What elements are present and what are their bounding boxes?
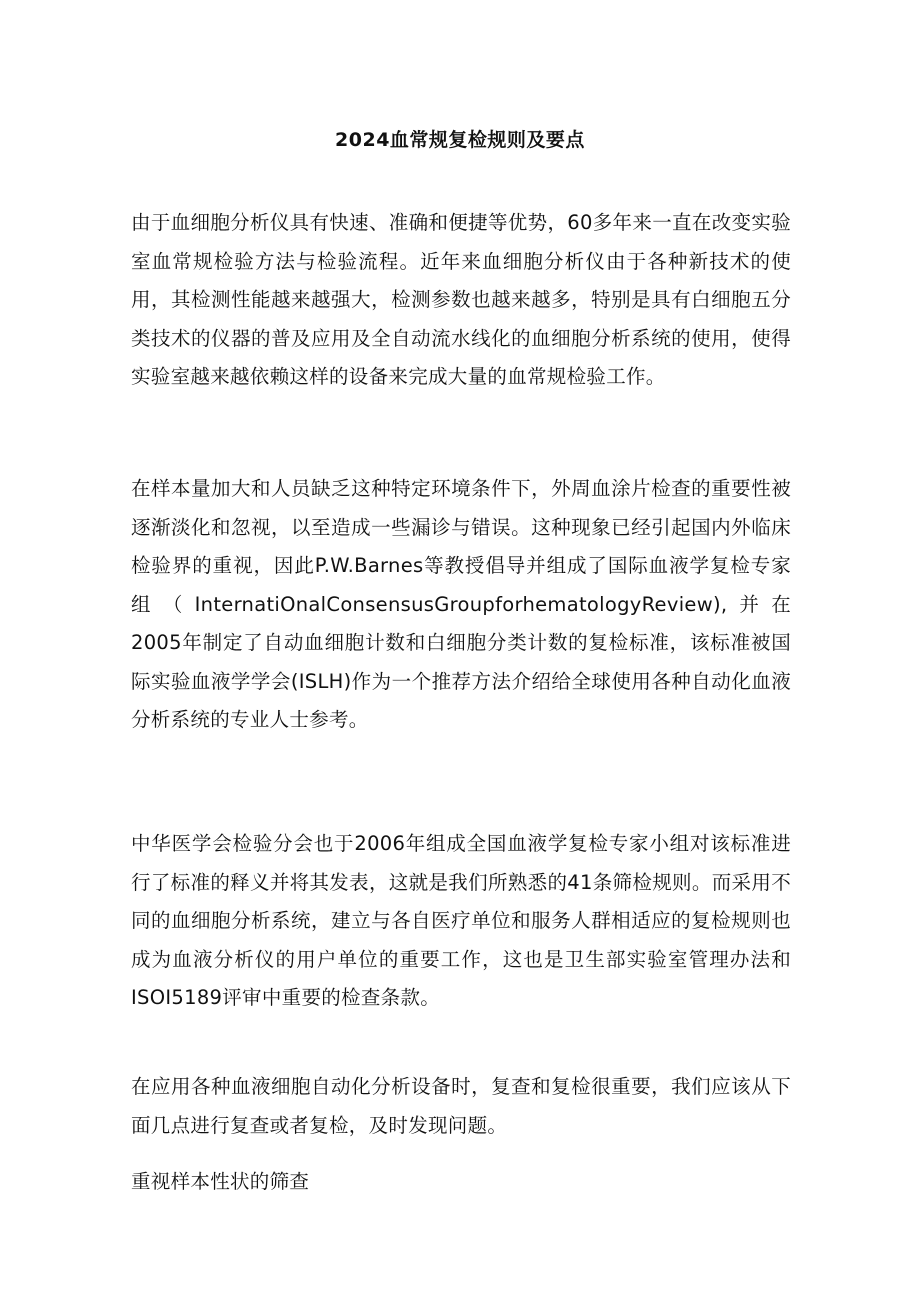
paragraph-china-rules: 中华医学会检验分会也于2006年组成全国血液学复检专家小组对该标准进行了标准的释义并将其发表，这就是我们所熟悉的41条筛检规则。而采用不同的血细胞分析系统，建立与各自医疗单位和服务人群相适应的复检规则也成为血液分析仪的用户单位的重要工作，这也是卫生部实验室管理办法和ISOI5189评审中重要的检查条款。: [131, 832, 791, 1009]
document-title: 2024血常规复检规则及要点: [335, 129, 585, 151]
paragraph-review-points: 在应用各种血液细胞自动化分析设备时，复查和复检很重要，我们应该从下面几点进行复查或者复检，及时发现问题。: [131, 1075, 791, 1137]
paragraph-intro: 由于血细胞分析仪具有快速、准确和便捷等优势，60多年来一直在改变实验室血常规检验方法与检验流程。近年来血细胞分析仪由于各种新技术的使用，其检测性能越来越强大，检测参数也越来越多，特别是具有白细胞五分类技术的仪器的普及应用及全自动流水线化的血细胞分析系统的使用，使得实验室越来越依赖这样的设备来完成大量的血常规检验工作。: [131, 211, 791, 388]
paragraph-icsh-history: 在样本量加大和人员缺乏这种特定环境条件下，外周血涂片检查的重要性被逐渐淡化和忽视，以至造成一些漏诊与错误。这种现象已经引起国内外临床检验界的重视，因此P.W.Barnes等教授倡导并组成了国际血液学复检专家组（InternatiOnalConsensusGroupforhematologyReview),并在2005年制定了自动血细胞计数和白细胞分类计数的复检标准，该标准被国际实验血液学学会(ISLH)作为一个推荐方法介绍给全球使用各种自动化血液分析系统的专业人士参考。: [131, 477, 791, 731]
section-heading-sample-screening: 重视样本性状的筛查: [131, 1170, 310, 1193]
